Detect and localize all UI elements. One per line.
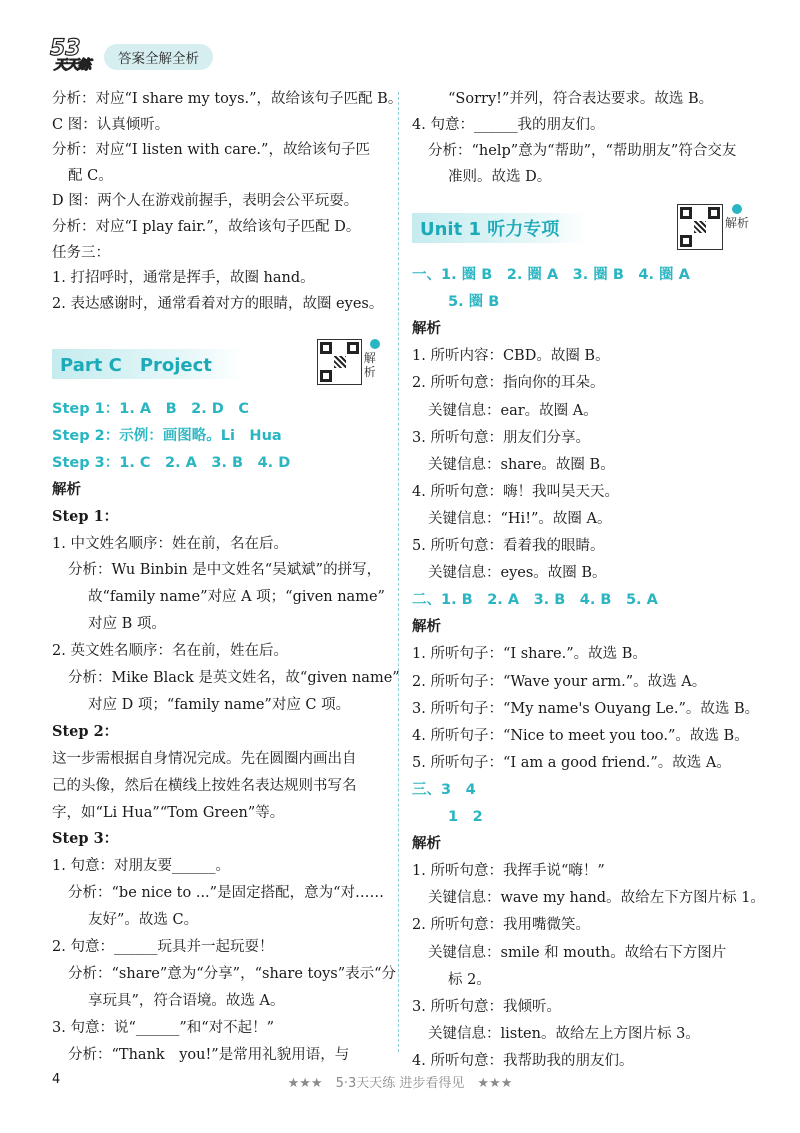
section-title: Unit 1 听力专项 <box>412 213 589 243</box>
text-line: 解析 <box>52 480 81 498</box>
text-line: 1. 所听句意：我挥手说“嗨！” <box>412 863 605 880</box>
text-line: 解析 <box>412 835 441 853</box>
text-line: C 图：认真倾听。 <box>52 116 170 133</box>
text-line: 享玩具”，符合语境。故选 A。 <box>88 992 285 1009</box>
qr-code-icon[interactable]: 解析 <box>317 339 387 385</box>
text-line: 分析：Wu Binbin 是中文姓名“吴斌斌”的拼写， <box>68 562 382 579</box>
text-line: 分析：对应“I share my toys.”，故给该句子匹配 B。 <box>52 91 403 107</box>
page-number: 4 <box>52 1072 61 1087</box>
text-line: 字，如“Li Hua”“Tom Green”等。 <box>52 804 285 821</box>
text-line: 解析 <box>412 320 441 338</box>
qr-code-icon[interactable]: 解析 <box>677 204 749 250</box>
footer-slogan: ★★★ 5·3天天练 进步看得见 ★★★ <box>287 1076 513 1091</box>
text-line: 二、1. B 2. A 3. B 4. B 5. A <box>412 592 658 609</box>
section-part-c <box>52 350 242 378</box>
text-line: 2. 所听句意：我用嘴微笑。 <box>412 917 590 934</box>
text-line: Step 2：示例：画图略。Li Hua <box>52 427 282 444</box>
text-line: 4. 句意：______我的朋友们。 <box>412 117 605 133</box>
text-line: 5. 所听句子：“I am a good friend.”。故选 A。 <box>412 754 731 771</box>
text-line: 1 2 <box>448 809 483 825</box>
text-line: 3. 所听句意：我倾听。 <box>412 998 561 1015</box>
text-line: 一、1. 圈 B 2. 圈 A 3. 圈 B 4. 圈 A <box>412 267 690 283</box>
text-line: 4. 所听句意：我帮助我的朋友们。 <box>412 1052 634 1069</box>
text-line: 对应 D 项；“family name”对应 C 项。 <box>88 696 351 713</box>
text-line: 2. 所听句子：“Wave your arm.”。故选 A。 <box>412 673 707 690</box>
text-line: 4. 所听句子：“Nice to meet you too.”。故选 B。 <box>412 727 749 744</box>
text-line: 准则。故选 D。 <box>448 169 552 185</box>
text-line: 故“family name”对应 A 项；“given name” <box>88 589 385 606</box>
text-line: 3. 所听句意：朋友们分享。 <box>412 429 590 446</box>
text-line: 3. 句意：说“______”和“对不起！” <box>52 1019 275 1036</box>
section-unit-1 <box>412 214 589 242</box>
text-line: 1. 中文姓名顺序：姓在前，名在后。 <box>52 535 288 552</box>
text-line: 关键信息：“Hi!”。故圈 A。 <box>428 510 612 527</box>
text-line: 分析：对应“I listen with care.”，故给该句子匹 <box>52 142 370 159</box>
text-line: 4. 所听句意：嗨！我叫吴天天。 <box>412 483 619 500</box>
text-line: 2. 句意：______玩具并一起玩耍！ <box>52 939 274 955</box>
text-line: 任务三： <box>52 244 110 261</box>
text-line: 5. 所听句意：看着我的眼睛。 <box>412 538 605 554</box>
text-line: Step 2： <box>52 722 119 740</box>
text-line: 关键信息：wave my hand。故给左下方图片标 1。 <box>428 890 765 907</box>
text-line: 解析 <box>412 618 441 636</box>
text-line: 分析：“be nice to ...”是固定搭配，意为“对…… <box>68 885 384 902</box>
text-line: Step 3：1. C 2. A 3. B 4. D <box>52 454 291 471</box>
text-line: 2. 所听句意：指向你的耳朵。 <box>412 375 605 392</box>
text-line: 1. 句意：对朋友要______。 <box>52 858 230 875</box>
text-line: 分析：对应“I play fair.”，故给该句子匹配 D。 <box>52 219 361 235</box>
text-line: 2. 表达感谢时，通常看着对方的眼睛，故圈 eyes。 <box>52 295 384 312</box>
text-line: 关键信息：listen。故给左上方图片标 3。 <box>428 1025 700 1042</box>
text-line: 三、3 4 <box>412 781 476 798</box>
logo-icon: 53 天天练 <box>50 36 91 73</box>
text-line: Step 1：1. A B 2. D C <box>52 401 249 417</box>
text-line: 关键信息：eyes。故圈 B。 <box>428 565 607 582</box>
text-line: 关键信息：ear。故圈 A。 <box>428 402 598 419</box>
text-line: 关键信息：smile 和 mouth。故给右下方图片 <box>428 944 727 961</box>
text-line: “Sorry!”并列，符合表达要求。故选 B。 <box>448 91 714 107</box>
text-line: 1. 打招呼时，通常是挥手，故圈 hand。 <box>52 270 315 287</box>
header-title: 答案全解全析 <box>104 44 213 70</box>
text-line: 友好”。故选 C。 <box>88 912 199 929</box>
text-line: D 图：两个人在游戏前握手，表明会公平玩耍。 <box>52 193 359 210</box>
section-title: Part C Project <box>52 349 242 379</box>
text-line: 配 C。 <box>68 167 113 184</box>
text-line: 1. 所听句子：“I share.”。故选 B。 <box>412 646 647 663</box>
text-line: 分析：“share”意为“分享”，“share toys”表示“分 <box>68 965 397 982</box>
text-line: 3. 所听句子：“My name's Ouyang Le.”。故选 B。 <box>412 700 760 717</box>
page-header <box>48 36 213 74</box>
text-line: 分析：Mike Black 是英文姓名，故“given name” <box>68 670 400 686</box>
text-line: 关键信息：share。故圈 B。 <box>428 456 615 473</box>
column-divider <box>398 92 399 1052</box>
text-line: 这一步需根据自身情况完成。先在圆圈内画出自 <box>52 750 357 767</box>
text-line: 1. 所听内容：CBD。故圈 B。 <box>412 348 610 365</box>
text-line: 5. 圈 B <box>448 294 500 311</box>
text-line: 对应 B 项。 <box>88 616 166 633</box>
text-line: 分析：“help”意为“帮助”，“帮助朋友”符合交友 <box>428 143 737 159</box>
text-line: 2. 英文姓名顺序：名在前，姓在后。 <box>52 643 288 660</box>
text-line: Step 3： <box>52 830 119 848</box>
text-line: 标 2。 <box>448 971 491 988</box>
text-line: 分析：“Thank you!”是常用礼貌用语，与 <box>68 1046 350 1063</box>
text-line: 己的头像，然后在横线上按姓名表达规则书写名 <box>52 777 357 794</box>
text-line: Step 1： <box>52 507 119 525</box>
